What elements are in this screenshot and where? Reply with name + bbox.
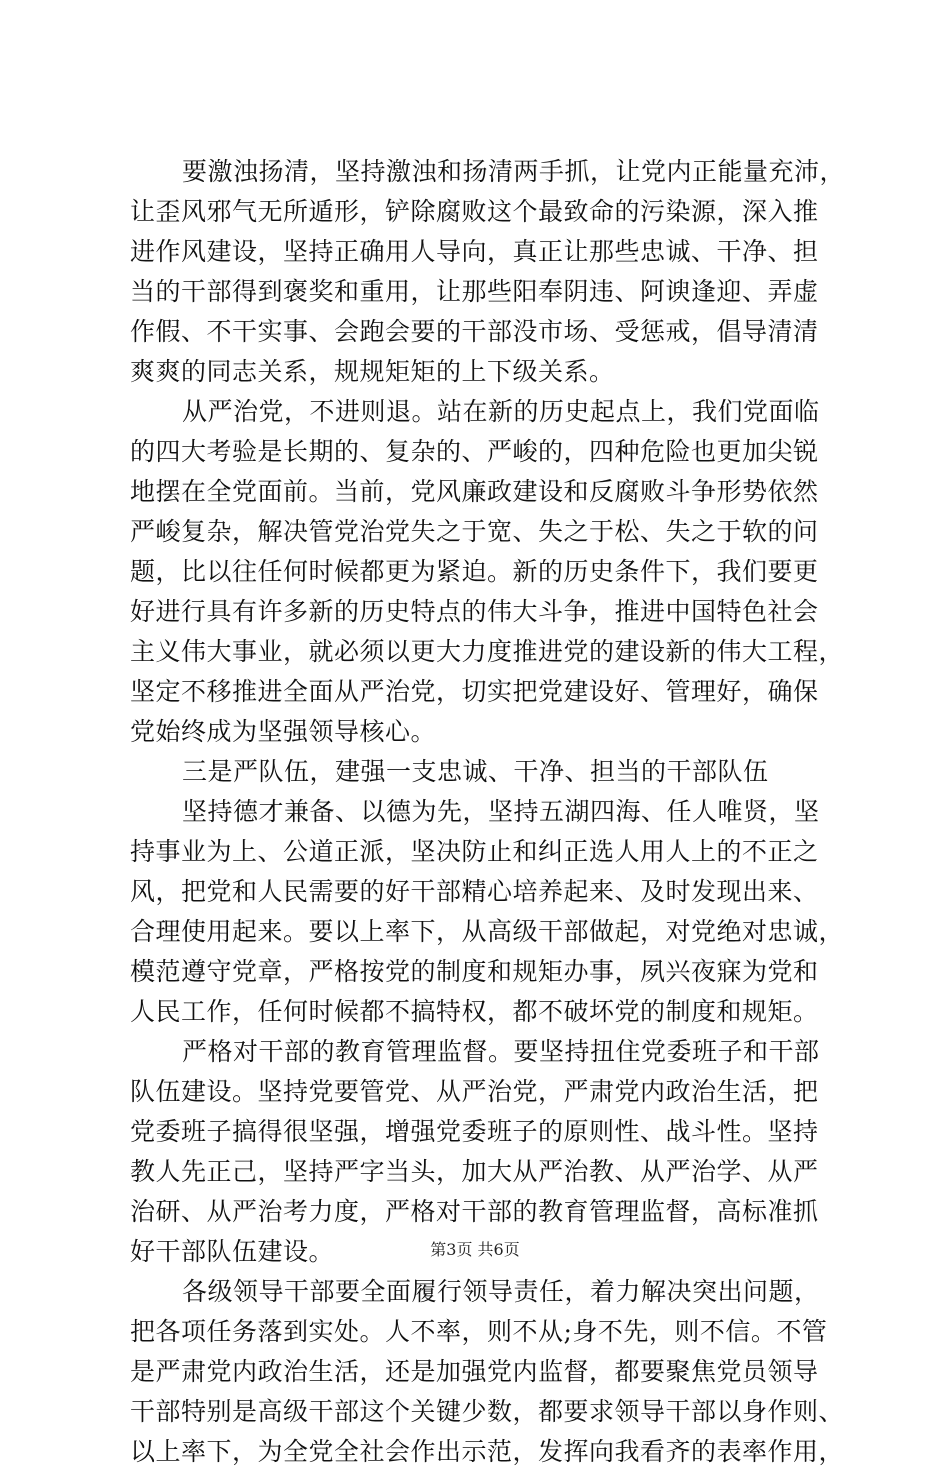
text-line: 干部特别是高级干部这个关键少数，都要求领导干部以身作则、 (130, 1397, 845, 1426)
section-heading: 三是严队伍，建强一支忠诚、干净、担当的干部队伍 (182, 757, 769, 786)
text-line: 风，把党和人民需要的好干部精心培养起来、及时发现出来、 (130, 877, 819, 906)
text-line: 人民工作，任何时候都不搞特权，都不破坏党的制度和规矩。 (130, 997, 819, 1026)
text-line: 题，比以往任何时候都更为紧迫。新的历史条件下，我们要更 (130, 557, 819, 586)
text-line: 严峻复杂，解决管党治党失之于宽、失之于松、失之于软的问 (130, 517, 819, 546)
text-line: 从严治党，不进则退。站在新的历史起点上，我们党面临 (182, 397, 820, 426)
text-line: 以上率下，为全党全社会作出示范，发挥向我看齐的表率作用， (130, 1437, 845, 1466)
text-line: 严格对干部的教育管理监督。要坚持扭住党委班子和干部 (182, 1037, 820, 1066)
text-line: 好进行具有许多新的历史特点的伟大斗争，推进中国特色社会 (130, 597, 819, 626)
text-line: 好干部队伍建设。 (130, 1237, 335, 1266)
text-line: 作假、不干实事、会跑会要的干部没市场、受惩戒，倡导清清 (130, 317, 819, 346)
text-line: 把各项任务落到实处。人不率，则不从;身不先，则不信。不管 (130, 1317, 828, 1346)
text-line: 让歪风邪气无所遁形，铲除腐败这个最致命的污染源，深入推 (130, 197, 819, 226)
page-number-footer: 第3页 共6页 (430, 1240, 520, 1259)
text-line: 爽爽的同志关系，规规矩矩的上下级关系。 (130, 357, 615, 386)
text-line: 是严肃党内政治生活，还是加强党内监督，都要聚焦党员领导 (130, 1357, 819, 1386)
text-line: 坚持德才兼备、以德为先，坚持五湖四海、任人唯贤，坚 (182, 797, 820, 826)
text-line: 教人先正己，坚持严字当头，加大从严治教、从严治学、从严 (130, 1157, 819, 1186)
text-line: 各级领导干部要全面履行领导责任，着力解决突出问题， (182, 1277, 820, 1306)
text-line: 合理使用起来。要以上率下，从高级干部做起，对党绝对忠诚， (130, 917, 845, 946)
text-line: 要激浊扬清，坚持激浊和扬清两手抓，让党内正能量充沛， (182, 157, 845, 186)
text-line: 进作风建设，坚持正确用人导向，真正让那些忠诚、干净、担 (130, 237, 819, 266)
text-line: 模范遵守党章，严格按党的制度和规矩办事，夙兴夜寐为党和 (130, 957, 819, 986)
text-line: 党始终成为坚强领导核心。 (130, 717, 437, 746)
text-line: 持事业为上、公道正派，坚决防止和纠正选人用人上的不正之 (130, 837, 819, 866)
text-line: 主义伟大事业，就必须以更大力度推进党的建设新的伟大工程， (130, 637, 845, 666)
text-line: 治研、从严治考力度，严格对干部的教育管理监督，高标准抓 (130, 1197, 819, 1226)
text-line: 坚定不移推进全面从严治党，切实把党建设好、管理好，确保 (130, 677, 819, 706)
text-line: 队伍建设。坚持党要管党、从严治党，严肃党内政治生活，把 (130, 1077, 819, 1106)
text-line: 党委班子搞得很坚强，增强党委班子的原则性、战斗性。坚持 (130, 1117, 819, 1146)
text-line: 地摆在全党面前。当前，党风廉政建设和反腐败斗争形势依然 (130, 477, 819, 506)
text-line: 当的干部得到褒奖和重用，让那些阳奉阴违、阿谀逢迎、弄虚 (130, 277, 819, 306)
text-line: 的四大考验是长期的、复杂的、严峻的，四种危险也更加尖锐 (130, 437, 819, 466)
document-body (130, 152, 845, 1472)
